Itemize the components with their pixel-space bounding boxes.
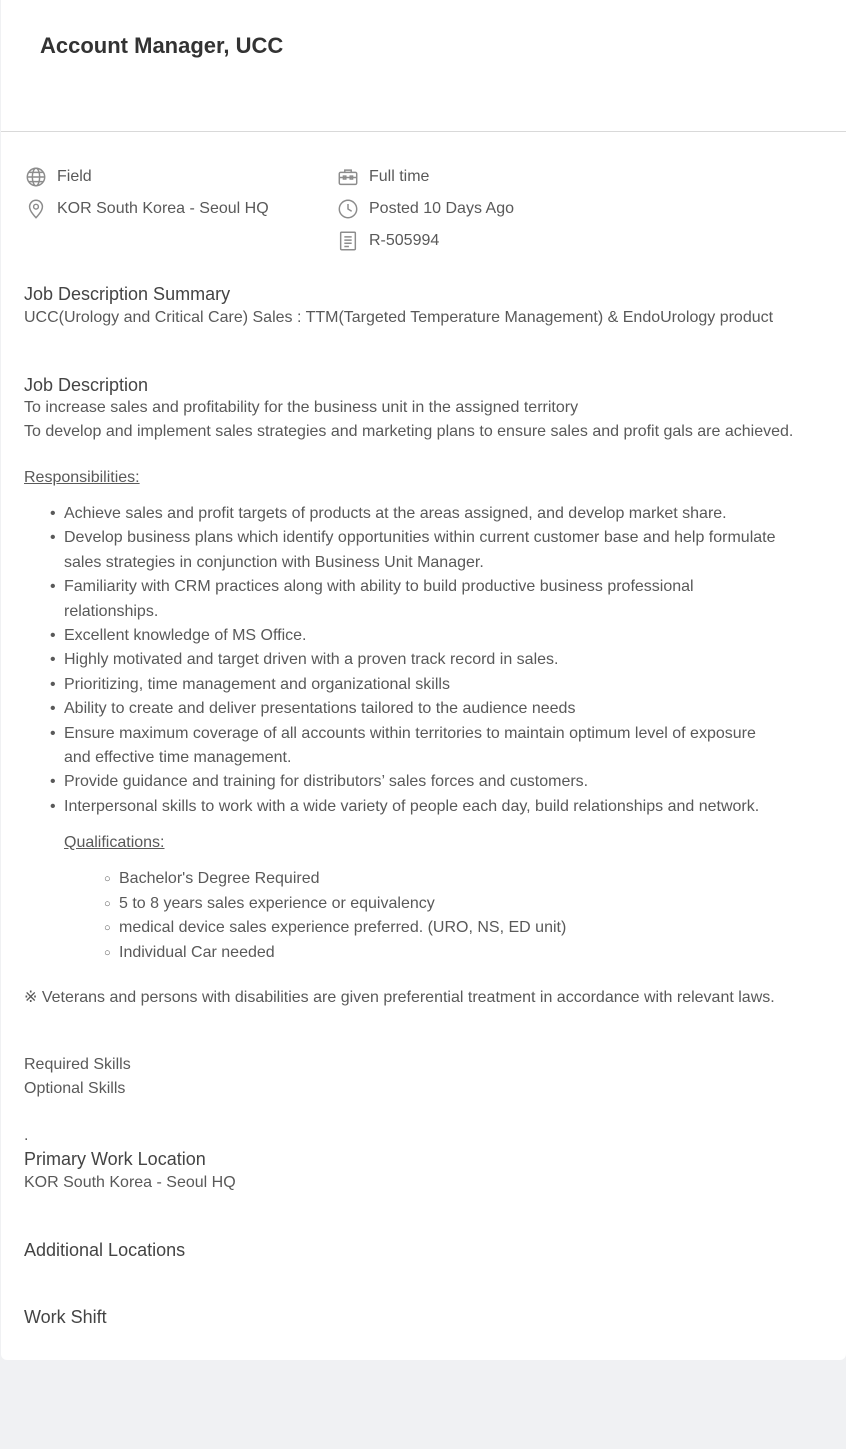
list-item: • Achieve sales and profit targets of products at the areas assigned, and develop market share. [24,502,784,526]
meta-employment [337,165,429,189]
meta-location-label: KOR South Korea - Seoul HQ [57,200,269,217]
clock-icon [337,198,359,220]
briefcase-icon [337,166,359,188]
work-shift-heading: Work Shift [24,1307,107,1327]
document-icon [337,230,359,252]
responsibilities-heading: Responsibilities: [24,469,140,486]
list-item: ○ 5 to 8 years sales experience or equivalency [24,892,566,917]
separator-dot: . [24,1127,29,1144]
list-item: • Provide guidance and training for distributors’ sales forces and customers. [24,770,784,794]
meta-location [25,197,269,221]
description-line: To develop and implement sales strategies and marketing plans to ensure sales and profit gals are achieved. [24,423,794,440]
primary-location: KOR South Korea - Seoul HQ [24,1174,236,1191]
meta-work-type [25,165,92,189]
additional-locations-heading: Additional Locations [24,1240,186,1260]
meta-employment-label: Full time [369,168,430,185]
meta-req-id [337,229,439,253]
job-title: Account Manager, UCC [40,33,284,58]
meta-posted [337,197,514,221]
notice-text: ※ Veterans and persons with disabilities are given preferential treatment in accordance with relevant laws. [24,989,775,1006]
list-item: • Familiarity with CRM practices along with ability to build productive business professional relationships. [24,575,784,624]
list-item: ○ Bachelor's Degree Required [24,867,566,892]
list-item: • Highly motivated and target driven with a proven track record in sales. [24,648,784,672]
summary-heading: Job Description Summary [24,284,231,304]
list-item: • Ensure maximum coverage of all accounts within territories to maintain optimum level of exposure and effective time management. [24,722,784,771]
meta-posted-label: Posted 10 Days Ago [369,200,514,217]
meta-req-id-label: R-505994 [369,232,440,249]
list-item: ○ Individual Car needed [24,941,566,966]
list-item: • Interpersonal skills to work with a wide variety of people each day, build relationships and network. [24,795,784,819]
primary-location-heading: Primary Work Location [24,1149,206,1169]
description-line: To increase sales and profitability for the business unit in the assigned territory [24,399,579,416]
list-item: • Prioritizing, time management and organizational skills [24,673,784,697]
meta-work-type-label: Field [57,168,92,185]
description-heading: Job Description [24,375,149,395]
list-item: • Excellent knowledge of MS Office. [24,624,784,648]
responsibilities-list [24,502,784,819]
list-item: • Ability to create and deliver presentations tailored to the audience needs [24,697,784,721]
list-item: • Develop business plans which identify opportunities within current customer base and help formulate sales strategies in conjunction with Business Unit Manager. [24,526,784,575]
summary-text: UCC(Urology and Critical Care) Sales : TTM(Targeted Temperature Management) & EndoUrology product [24,309,774,326]
optional-skills: Optional Skills [24,1080,126,1097]
location-pin-icon [25,198,47,220]
job-posting-card [1,0,846,1360]
job-header [1,0,846,132]
globe-icon [25,166,47,188]
required-skills: Required Skills [24,1056,131,1073]
qualifications-list [24,867,566,965]
qualifications-heading: Qualifications: [64,834,165,851]
list-item: ○ medical device sales experience preferred. (URO, NS, ED unit) [24,916,566,941]
